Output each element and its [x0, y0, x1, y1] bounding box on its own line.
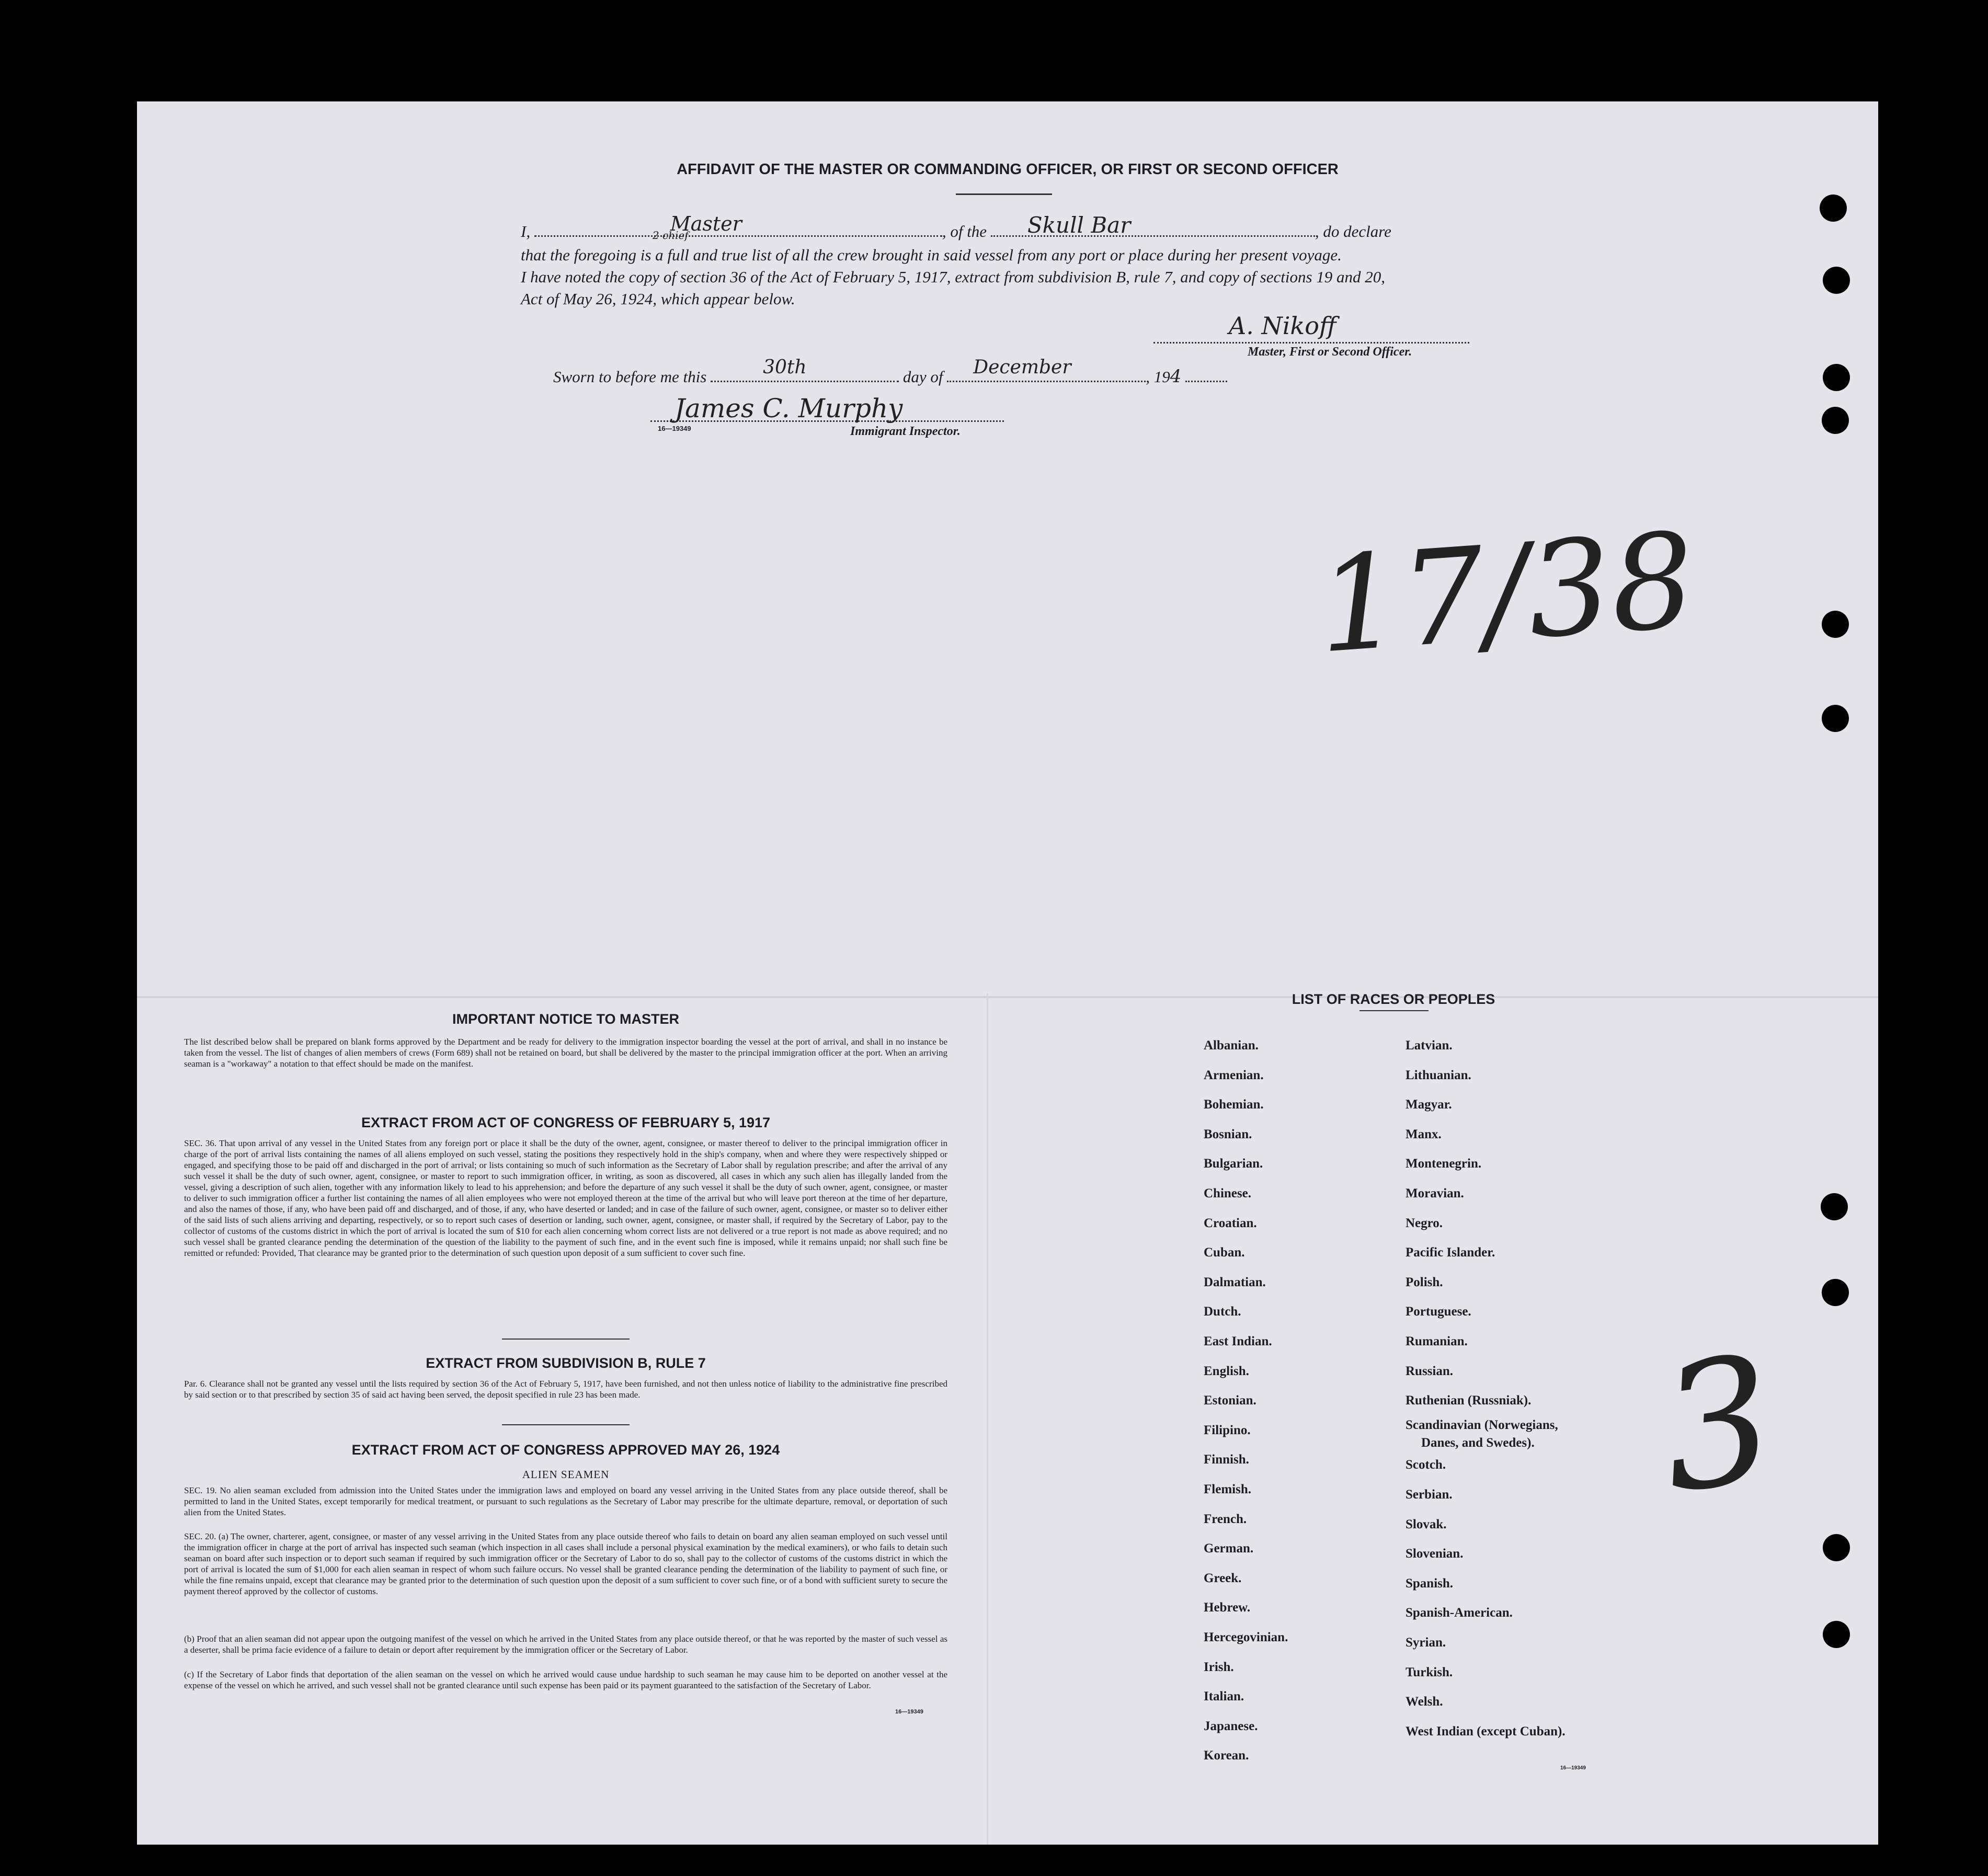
vessel-field — [991, 212, 1315, 238]
form-number: 16—19349 — [895, 1709, 923, 1715]
race-item: Danes, and Swedes). — [1421, 1435, 1535, 1450]
sworn-line — [553, 357, 1227, 387]
race-item: Slovenian. — [1406, 1547, 1464, 1561]
race-item: Croatian. — [1204, 1216, 1257, 1230]
affidavit-line-3: I have noted the copy of section 36 of the Act of February 5, 1917, extract from subdivision B, rule 7, and copy of sections 19 and 20, — [521, 268, 1386, 286]
extract-1924-title: EXTRACT FROM ACT OF CONGRESS APPROVED MAY 26, 1924 — [351, 1442, 780, 1458]
race-item: Italian. — [1204, 1689, 1244, 1704]
do-declare-label: , do declare — [1315, 222, 1391, 241]
sec19-body: SEC. 19. No alien seaman excluded from admission into the United States under the immigration laws and employed on board any vessel arriving in the United States from any place outside thereof, shall be permitted to land in the United States, except temporarily for medical treatment, or pursuant to such regulations as the Secretary of Labor may prescribe for the ultimate departure, removal, or deportation of such alien from the United States. — [184, 1485, 947, 1517]
race-item: Bosnian. — [1204, 1127, 1252, 1141]
punch-hole — [1823, 1534, 1850, 1561]
race-item: Filipino. — [1204, 1423, 1251, 1437]
race-item: Dutch. — [1204, 1305, 1241, 1319]
punch-hole — [1823, 267, 1850, 294]
punch-hole — [1822, 1279, 1849, 1306]
handwritten-side-mark: 3 — [1649, 1318, 1786, 1532]
divider — [956, 193, 1052, 195]
race-item: Flemish. — [1204, 1482, 1251, 1496]
race-item: Chinese. — [1204, 1186, 1251, 1200]
race-item: Bohemian. — [1204, 1097, 1264, 1112]
race-item: Scotch. — [1406, 1458, 1446, 1472]
race-item: Serbian. — [1406, 1488, 1453, 1502]
race-item: Albanian. — [1204, 1038, 1259, 1053]
race-item: West Indian (except Cuban). — [1406, 1724, 1566, 1738]
race-item: Portuguese. — [1406, 1305, 1471, 1319]
race-item: Hebrew. — [1204, 1600, 1251, 1615]
sec20b-body: (b) Proof that an alien seaman did not appear upon the outgoing manifest of the vessel on which he arrived in the United States from any place outside thereof, or that he was reported by the master of such vessel as a deserter, shall be prima facie evidence of a failure to detain or deport after requirement by the immigration officer or the Secretary of Labor. — [184, 1634, 947, 1655]
extract-1917-title: EXTRACT FROM ACT OF CONGRESS OF FEBRUARY 5, 1917 — [361, 1115, 771, 1130]
punch-hole — [1820, 195, 1847, 222]
race-item: Hercegovinian. — [1204, 1630, 1288, 1644]
sec20a-body: SEC. 20. (a) The owner, charterer, agent, consignee, or master of any vessel arriving in the United States from any place outside thereof who fails to detain on board any alien seaman employed on such vessel until the immigration officer in charge at the port of arrival has inspected such seaman (which inspection in all cases shall include a personal physical examination by the medical examiners), or who fails to detain such seaman on board after such inspection or to deport such seaman if required by such immigration officer or the Secretary of Labor to do so, shall pay to the collector of customs of the customs district in which the port of arrival is located the sum of $1,000 for each alien seaman in respect of whom such failure occurs. No vessel shall be granted clearance pending the determination of the liability to payment of such fine, or while the fine remains unpaid, except that clearance may be granted prior to the determination of such question upon the deposit of a sum sufficient to cover such fine, or of a bond with sufficient surety to secure the payment thereof approved by the collector of customs. — [184, 1531, 947, 1596]
year-prefix: , 19 — [1146, 368, 1170, 386]
vessel-value: Skull Bar — [1027, 212, 1131, 238]
month-value: December — [973, 357, 1071, 378]
race-item: German. — [1204, 1541, 1254, 1556]
race-item: East Indian. — [1204, 1334, 1272, 1348]
form-number: 16—19349 — [658, 425, 691, 432]
punch-hole — [1822, 705, 1849, 732]
day-of-label: day of — [902, 368, 943, 386]
race-item: Estonian. — [1204, 1393, 1256, 1408]
day-field — [711, 357, 899, 382]
rank-field — [534, 212, 942, 242]
handwritten-mark: 17/38 — [1312, 504, 1699, 682]
race-item: Syrian. — [1406, 1635, 1446, 1650]
race-item: Manx. — [1406, 1127, 1442, 1141]
divider — [502, 1339, 630, 1340]
fold-line-vertical — [987, 993, 988, 1845]
divider — [502, 1424, 630, 1425]
race-item: Korean. — [1204, 1748, 1249, 1763]
race-item: Latvian. — [1406, 1038, 1453, 1053]
affidavit-line-2: that the foregoing is a full and true list of all the crew brought in said vessel from any port or place during her present voyage. — [521, 246, 1342, 264]
race-item: Armenian. — [1204, 1068, 1264, 1082]
race-item: Scandinavian (Norwegians, — [1406, 1417, 1558, 1432]
form-number: 16—19349 — [1560, 1765, 1586, 1771]
year-field — [1185, 365, 1227, 382]
race-item: Russian. — [1406, 1364, 1454, 1378]
notice-body: The list described below shall be prepared on blank forms approved by the Department and be ready for delivery to the immigration inspector boarding the vessel at the port of arrival, and shall in no instance be taken from the vessel. The list of changes of alien members of crews (Form 689) shall not be retained on board, but shall be delivered by the master to the principal immigration officer at the port. When an arriving seaman is a "workaway" a notation to that effect should be made on the manifest. — [184, 1037, 947, 1069]
race-item: Polish. — [1406, 1275, 1443, 1289]
affidavit-i: I, — [521, 222, 531, 241]
of-the-label: , of the — [942, 222, 987, 241]
race-item: Magyar. — [1406, 1097, 1452, 1112]
race-item: Spanish-American. — [1406, 1606, 1513, 1620]
race-item: English. — [1204, 1364, 1249, 1378]
punch-hole — [1822, 407, 1849, 434]
year-value: 4 — [1170, 366, 1182, 387]
race-item: Cuban. — [1204, 1245, 1245, 1260]
inspector-caption: Immigrant Inspector. — [850, 425, 961, 438]
subdivision-body: Par. 6. Clearance shall not be granted any vessel until the lists required by section 36 of the Act of February 5, 1917, have been furnished, and not then unless notice of liability to the administrative fine prescribed by said section or to that prescribed by section 35 of said act having been served, the deposit specified in rule 23 has been made. — [184, 1379, 947, 1400]
race-item: Spanish. — [1406, 1576, 1454, 1591]
punch-hole — [1823, 1621, 1850, 1648]
sec20c-body: (c) If the Secretary of Labor finds that deportation of the alien seaman on the vessel on which he arrived would cause undue hardship to such seaman he may cause him to be deported on another vessel at the expense of the vessel on which he arrived, and such vessel shall not be granted clearance until such expense has been paid or its payment guaranteed to the satisfaction of the Secretary of Labor. — [184, 1669, 947, 1690]
race-item: Negro. — [1406, 1216, 1443, 1230]
race-item: Slovak. — [1406, 1517, 1447, 1531]
inspector-signature: James C. Murphy — [675, 393, 903, 424]
officer-signature: A. Nikoff — [1229, 312, 1336, 340]
race-item: Ruthenian (Russniak). — [1406, 1393, 1532, 1408]
race-item: Bulgarian. — [1204, 1157, 1263, 1171]
race-item: Dalmatian. — [1204, 1275, 1266, 1289]
punch-hole — [1821, 1193, 1848, 1220]
day-value: 30th — [763, 357, 807, 378]
affidavit-line-4: Act of May 26, 1924, which appear below. — [521, 290, 795, 308]
race-item: Finnish. — [1204, 1452, 1249, 1467]
races-title: LIST OF RACES OR PEOPLES — [1292, 991, 1495, 1007]
race-item: Lithuanian. — [1406, 1068, 1471, 1082]
officer-caption: Master, First or Second Officer. — [1248, 345, 1412, 359]
race-item: French. — [1204, 1512, 1247, 1526]
race-item: Pacific Islander. — [1406, 1245, 1495, 1260]
subdivision-title: EXTRACT FROM SUBDIVISION B, RULE 7 — [426, 1355, 706, 1371]
rank-note: 2 chief — [652, 229, 689, 242]
punch-hole — [1822, 611, 1849, 638]
extract-1924-subtitle: ALIEN SEAMEN — [522, 1468, 610, 1481]
race-item: Welsh. — [1406, 1695, 1443, 1709]
race-item: Greek. — [1204, 1571, 1242, 1585]
sworn-label: Sworn to before me this — [553, 368, 707, 386]
punch-hole — [1823, 364, 1850, 391]
notice-title: IMPORTANT NOTICE TO MASTER — [452, 1011, 679, 1027]
fold-line — [137, 996, 1878, 998]
affidavit-title: AFFIDAVIT OF THE MASTER OR COMMANDING OFFICER, OR FIRST OR SECOND OFFICER — [677, 161, 1339, 178]
extract-1917-body: SEC. 36. That upon arrival of any vessel in the United States from any foreign port or place it shall be the duty of the owner, agent, consignee, or master thereof to deliver to the principal immigration officer in charge of the port of arrival lists containing the names of all aliens employed on such vessel, stating the positions they respectively hold in the ship's company, when and where they were respectively shipped or engaged, and specifying those to be paid off and discharged in the port of arrival; or lists containing so much of such information as the Secretary of Labor shall by regulation prescribe; and after the arrival of any such vessel it shall be the duty of such owner, agent, consignee, or master to report to such immigration officer, in writing, as soon as discovered, all cases in which any such alien has illegally landed from the vessel, giving a description of such alien, together with any information likely to lead to his apprehension; and before the departure of any such vessel it shall be the duty of such owner, agent, consignee, or master to deliver to such immigration officer a further list containing the names of all alien employees who were not employed thereon at the time of the arrival but who will leave port thereon at the time of her departure, and also the names of those, if any, who have been paid off and discharged, and of those, if any, who have deserted or landed; and in case of the failure of such owner, agent, consignee, or master so to deliver either of the said lists of such aliens arriving and departing, respectively, or so to report such cases of desertion or landing, such owner, agent, consignee, or master shall, if required by the Secretary of Labor, pay to the collector of customs of the customs district in which the port of arrival is located the sum of $10 for each alien concerning whom correct lists are not delivered or a true report is not made as above required; and no such vessel shall be granted clearance pending the determination of the question of the liability to the payment of such fine, and in the event such fine is imposed, while it remains unpaid; nor shall such fine be remitted or refunded: Provided, That clearance may be granted prior to the determination of such question upon deposit of a sum sufficient to cover such fine. — [184, 1138, 947, 1258]
race-item: Montenegrin. — [1406, 1157, 1482, 1171]
month-field — [947, 357, 1146, 382]
rank-value: Master — [670, 212, 742, 235]
divider — [1359, 1010, 1429, 1011]
race-item: Moravian. — [1406, 1186, 1464, 1200]
affidavit-line-1 — [521, 212, 1493, 242]
race-item: Irish. — [1204, 1660, 1234, 1674]
race-item: Rumanian. — [1406, 1334, 1468, 1348]
race-item: Turkish. — [1406, 1665, 1453, 1679]
race-item: Japanese. — [1204, 1719, 1258, 1733]
officer-signature-line — [1153, 341, 1469, 344]
